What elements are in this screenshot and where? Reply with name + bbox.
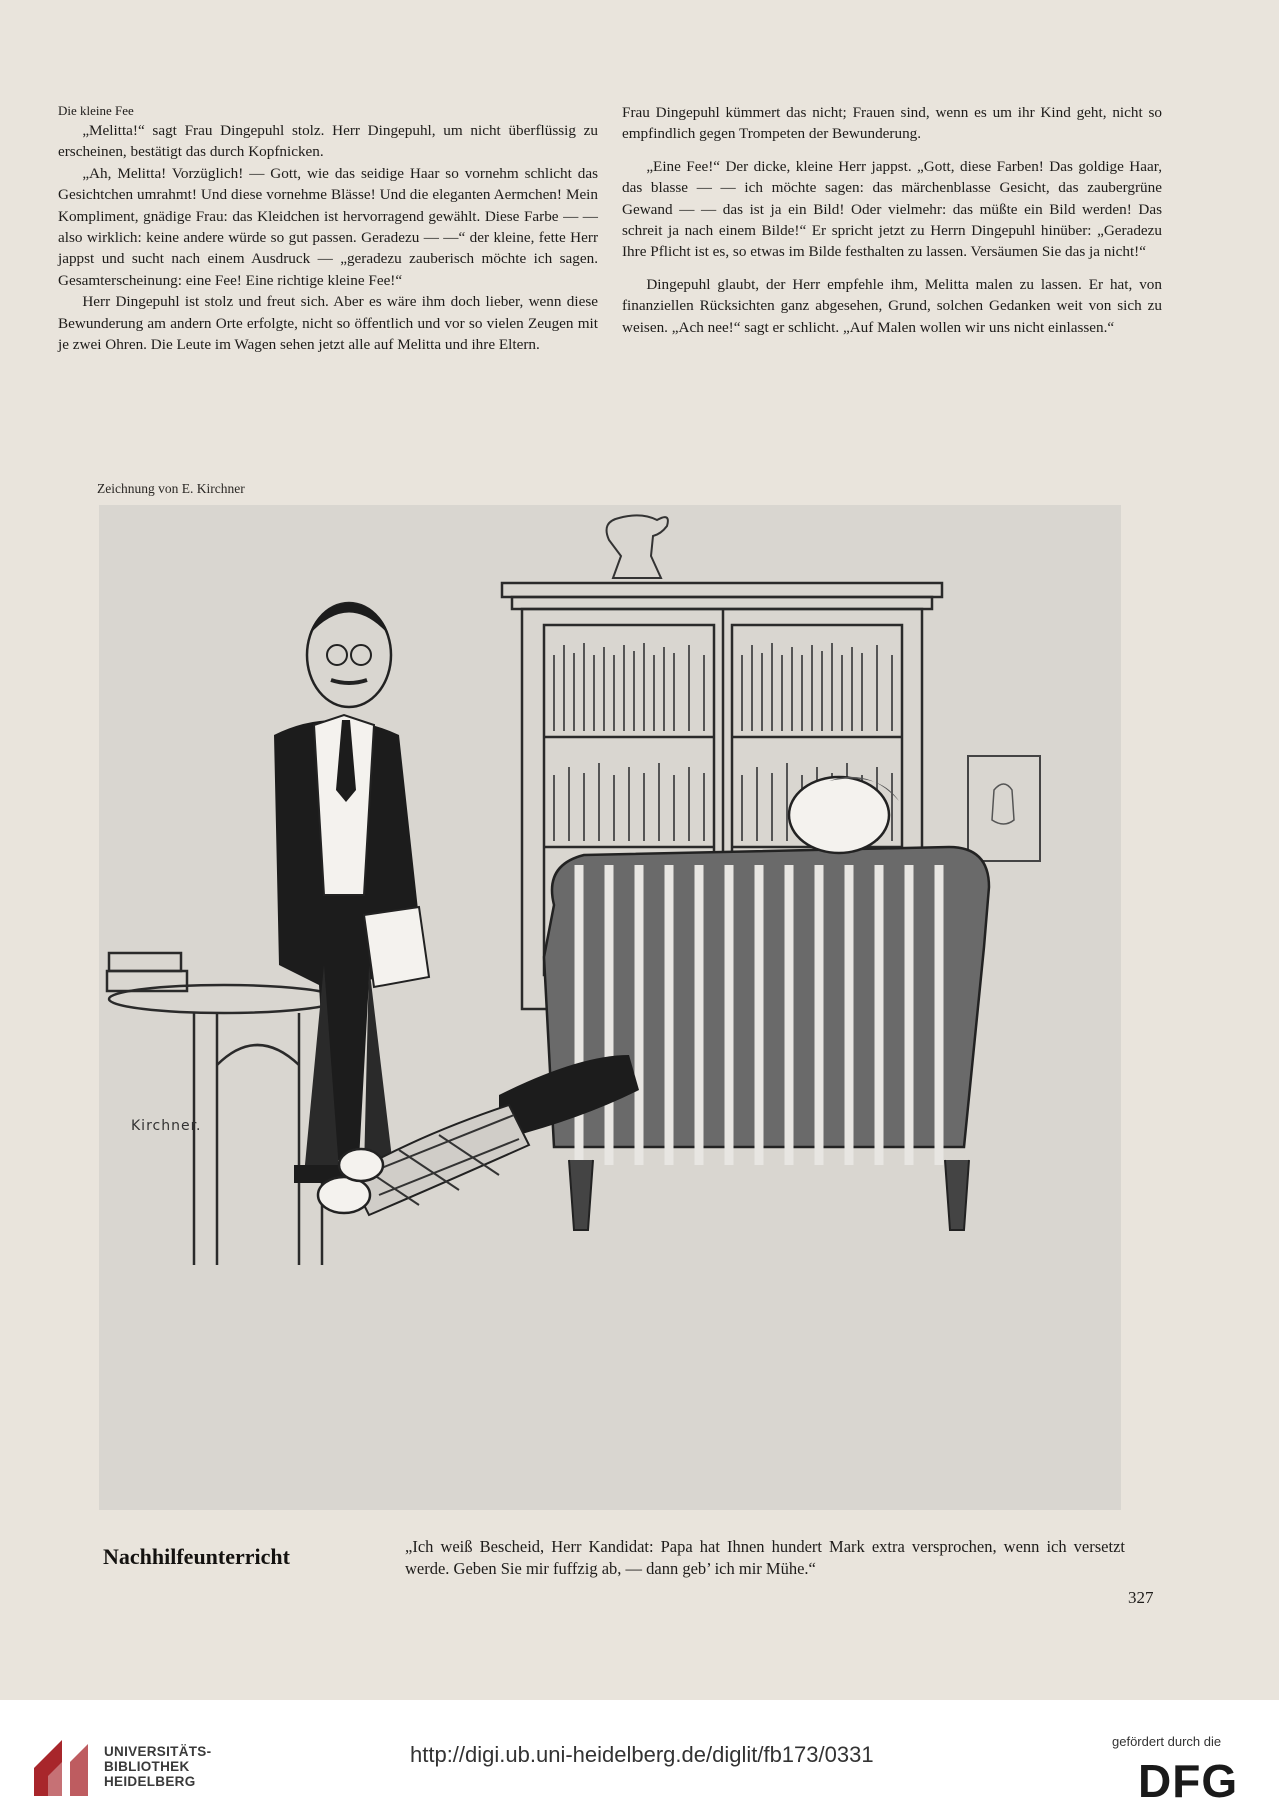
wall-picture: [968, 756, 1040, 861]
library-name-line: UNIVERSITÄTS-: [104, 1744, 212, 1759]
paragraph: „Melitta!“ sagt Frau Dingepuhl stolz. Herr Dingepuhl, um nicht überflüssig zu erscheinen, bestätigt das durch Kopfnicken.: [58, 122, 598, 161]
permalink[interactable]: http://digi.ub.uni-heidelberg.de/diglit/fb173/0331: [410, 1742, 874, 1767]
library-name-line: HEIDELBERG: [104, 1774, 196, 1789]
library-name-line: BIBLIOTHEK: [104, 1759, 190, 1774]
illustration-credit: Zeichnung von E. Kirchner: [97, 481, 245, 496]
library-name: [104, 1744, 211, 1789]
paragraph: Herr Dingepuhl ist stolz und freut sich. Aber es wäre ihm doch lieber, wenn diese Bewunderung am andern Orte erfolgte, nicht so öffentlich und vor so vielen Zeugen mit je zwei Ohren. Die Leute im Wagen sehen jetzt alle auf Melitta und ihre Eltern.: [58, 293, 598, 354]
caption-text: „Ich weiß Bescheid, Herr Kandidat: Papa hat Ihnen hundert Mark extra versprochen, wenn ich versetzt werde. Geben Sie mir fuffzig ab, — dann geb’ ich mir Mühe.“: [405, 1537, 1125, 1578]
footer-bar: [0, 1724, 1279, 1818]
text-column-left: [58, 102, 598, 355]
dfg-logo: DFG: [1138, 1755, 1239, 1807]
article-title: Die kleine Fee: [58, 103, 134, 118]
text-column-right: [622, 102, 1162, 338]
page-number: 327: [1128, 1588, 1154, 1607]
artist-signature: Kirchner.: [131, 1118, 202, 1134]
caption-title: Nachhilfeunterricht: [103, 1544, 290, 1569]
paragraph: Frau Dingepuhl kümmert das nicht; Frauen sind, wenn es um ihr Kind geht, nicht so empfindlich gegen Trompeten der Bewunderung.: [622, 104, 1162, 143]
illustration: [99, 505, 1121, 1510]
armchair: [544, 847, 989, 1230]
side-table: [107, 953, 339, 1265]
standing-man: [274, 603, 429, 1183]
vase: [607, 515, 668, 578]
funding-note: gefördert durch die: [1112, 1734, 1222, 1749]
cartoon-drawing: [99, 505, 1121, 1510]
paragraph: „Ah, Melitta! Vorzüglich! — Gott, wie das seidige Haar so vornehm schlicht das Gesichtchen umrahmt! Und diese vornehme Blässe! Und die eleganten Aermchen! Mein Kompliment, gnädige Frau: das Kleidchen ist hervorragend gewählt. Diese Farbe — — also wirklich: keine andere würde so gut passen. Geradezu — —“ der kleine, fette Herr jappst und sucht nach einem Ausdruck — „geradezu zauberisch möchte ich sagen. Gesamterscheinung: eine Fee! Eine richtige kleine Fee!“: [58, 164, 598, 289]
paragraph: Dingepuhl glaubt, der Herr empfehle ihm, Melitta malen zu lassen. Er hat, von finanziellen Rücksichten ganz abgesehen, Grund, solchen Gedanken weit von sich zu weisen. „Ach nee!“ sagt er schlicht. „Auf Malen wollen wir uns nicht einlassen.“: [622, 275, 1162, 336]
paragraph: „Eine Fee!“ Der dicke, kleine Herr jappst. „Gott, diese Farben! Das goldige Haar, das blasse — — ich möchte sagen: das märchenblasse Gesicht, das zaubergrüne Gewand — — das ist ja ein Bild! Oder vielmehr: das müßte ein Bild werden! Das schreit ja nach einem Bilde!“ Er spricht jetzt zu Herrn Dingepuhl hinüber: „Geradezu Ihre Pflicht ist es, so etwas im Bilde festhalten zu lassen. Versäumen Sie das ja nicht!“: [622, 157, 1162, 261]
library-logo-icon: [30, 1738, 92, 1800]
